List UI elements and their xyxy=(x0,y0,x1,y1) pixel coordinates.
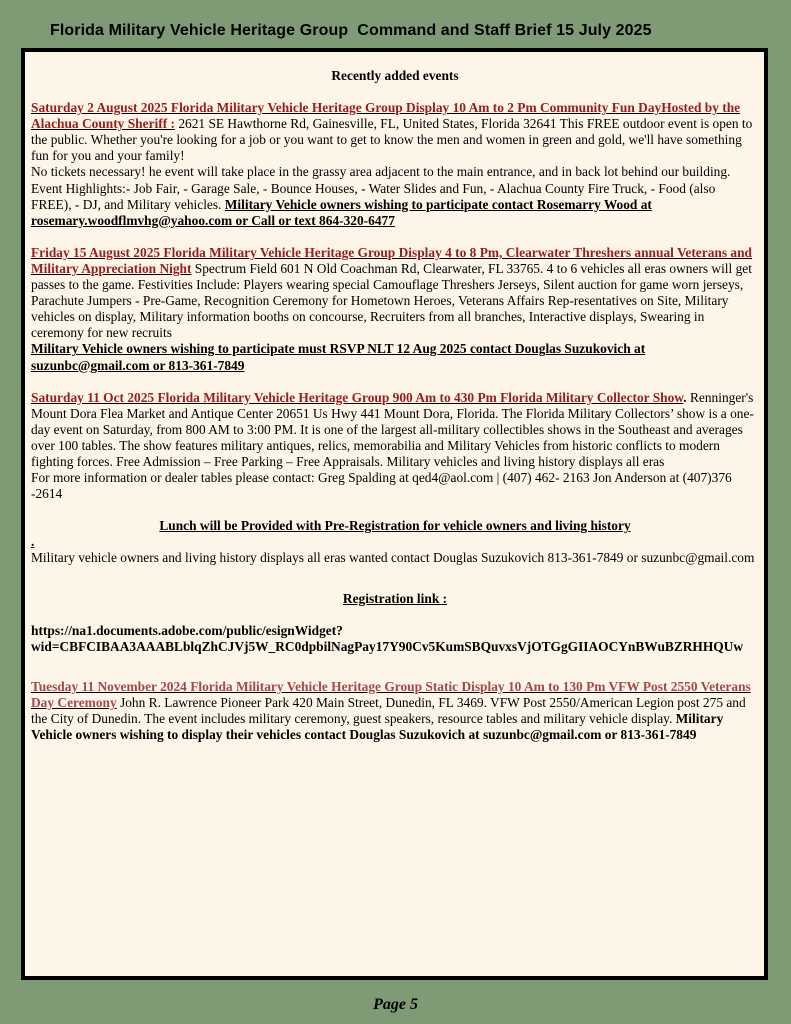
event-body-continued xyxy=(31,164,759,228)
event-title: Tuesday 11 November 2024 Florida Military Vehicle Heritage Group Static Display 10 Am to 130 Pm VFW Post 2550 Veterans Day Ceremony xyxy=(31,678,751,710)
registration-link[interactable]: https://na1.documents.adobe.com/public/esignWidget?wid=CBFCIBAA3AAABLblqZhCJVj5W_RC0dpbilNagPay17Y90Cv5KumSBQuvxsVjOTGgGIIAOCYnBWuBZRHHQUw xyxy=(31,622,744,654)
event-contact: Military Vehicle owners wishing to display their vehicles contact Douglas Suzukovich at suzunbc@gmail.com or 813-361-7849 xyxy=(31,711,724,743)
event-threshers-night xyxy=(31,245,759,342)
event-community-fun-day xyxy=(31,100,759,164)
registration-heading: Registration link : xyxy=(342,590,448,606)
event-highlights: No tickets necessary! he event will take place in the grassy area adjacent to the main entrance, and in back lot behind our building. Event Highlights:- Job Fair, - Garage Sale, - Bounce Houses, - Water Slides and Fun, - Alachua County Fire Truck, - Food (also FREE), - DJ, and Military vehicles. xyxy=(31,164,731,212)
event-title-period: . xyxy=(683,389,687,405)
event-contact: Military Vehicle owners wishing to participate must RSVP NLT 12 Aug 2025 contact Douglas Suzukovich at suzunbc@gmail.com or 813-361-7849 xyxy=(31,341,646,373)
event-body: John R. Lawrence Pioneer Park 420 Main Street, Dunedin, FL 3469. VFW Post 2550/American Legion post 275 and the City of Dunedin. The event includes military ceremony, guest speakers, resource tables and military vehicle display. xyxy=(31,694,746,726)
lunch-heading: Lunch will be Provided with Pre-Registration for vehicle owners and living history xyxy=(159,518,631,534)
newsletter-title: Florida Military Vehicle Heritage Group Command and Staff Brief 15 July 2025 xyxy=(50,22,652,39)
event-title: Saturday 2 August 2025 Florida Military Vehicle Heritage Group Display 10 Am to 2 Pm Community Fun DayHosted by the Alachua County Sheriff : xyxy=(31,100,741,132)
event-veterans-day xyxy=(31,679,759,743)
event-body: 2621 SE Hawthorne Rd, Gainesville, FL, United States, Florida 32641 This FREE outdoor event is open to the public. Whether you're looking for a job or you want to get to know the men and women in green and gold, we'll have something fun for you and your family! xyxy=(31,116,753,164)
event-contact: Military Vehicle owners wishing to participate contact Rosemarry Wood at rosemary.woodflmvhg@yahoo.com or Call or text 864-320-6477 xyxy=(31,196,652,228)
content-panel xyxy=(21,48,768,980)
event-title: Saturday 11 Oct 2025 Florida Military Vehicle Heritage Group 900 Am to 430 Pm Florida Military Collector Show xyxy=(31,389,684,405)
event-body: Spectrum Field 601 N Old Coachman Rd, Clearwater, FL 33765. 4 to 6 vehicles all eras owners will get passes to the game. Festivities Include: Players wearing special Camouflage Threshers Jerseys, Silent auction for game worn jerseys, Parachute Jumpers - Pre-Game, Recognition Ceremony for Hometown Heroes, Veterans Affairs Rep-resentatives on Site, Military vehicles on display, Military information booths on concourse, Recruiters from all branches, Interactive displays, Swearing in ceremony for new recruits xyxy=(31,260,752,341)
section-heading: Recently added events xyxy=(331,68,459,83)
page-number: Page 5 xyxy=(373,996,418,1013)
event-body: Renninger's Mount Dora Flea Market and Antique Center 20651 Us Hwy 441 Mount Dora, Florida. The Florida Military Collectors’ show is a one-day event on Saturday, from 800 AM to 3:00 PM. It is one of the largest all-military collectibles shows in the Southeast and averages over 100 tables. The show features military antiques, relics, memorabilia and Military Vehicles from historic conflicts to modern fighting forces. Free Admission – Free Parking – Free Appraisals. Military vehicles and living history displays all eras xyxy=(31,389,754,469)
event-collector-show xyxy=(31,390,759,470)
event-title: Friday 15 August 2025 Florida Military Vehicle Heritage Group Display 4 to 8 Pm, Clearwater Threshers annual Veterans and Military Appreciation Night xyxy=(31,244,752,276)
lunch-dot: . xyxy=(31,534,35,550)
event-contact-line xyxy=(31,341,759,373)
lunch-body: Military vehicle owners and living history displays all eras wanted contact Douglas Suzukovich 813-361-7849 or suzunbc@gmail.com xyxy=(31,550,755,566)
event-more-info: For more information or dealer tables please contact: Greg Spalding at qed4@aol.com | (407) 462- 2163 Jon Anderson at (407)376 -2614 xyxy=(31,470,732,502)
content-body xyxy=(31,68,759,743)
